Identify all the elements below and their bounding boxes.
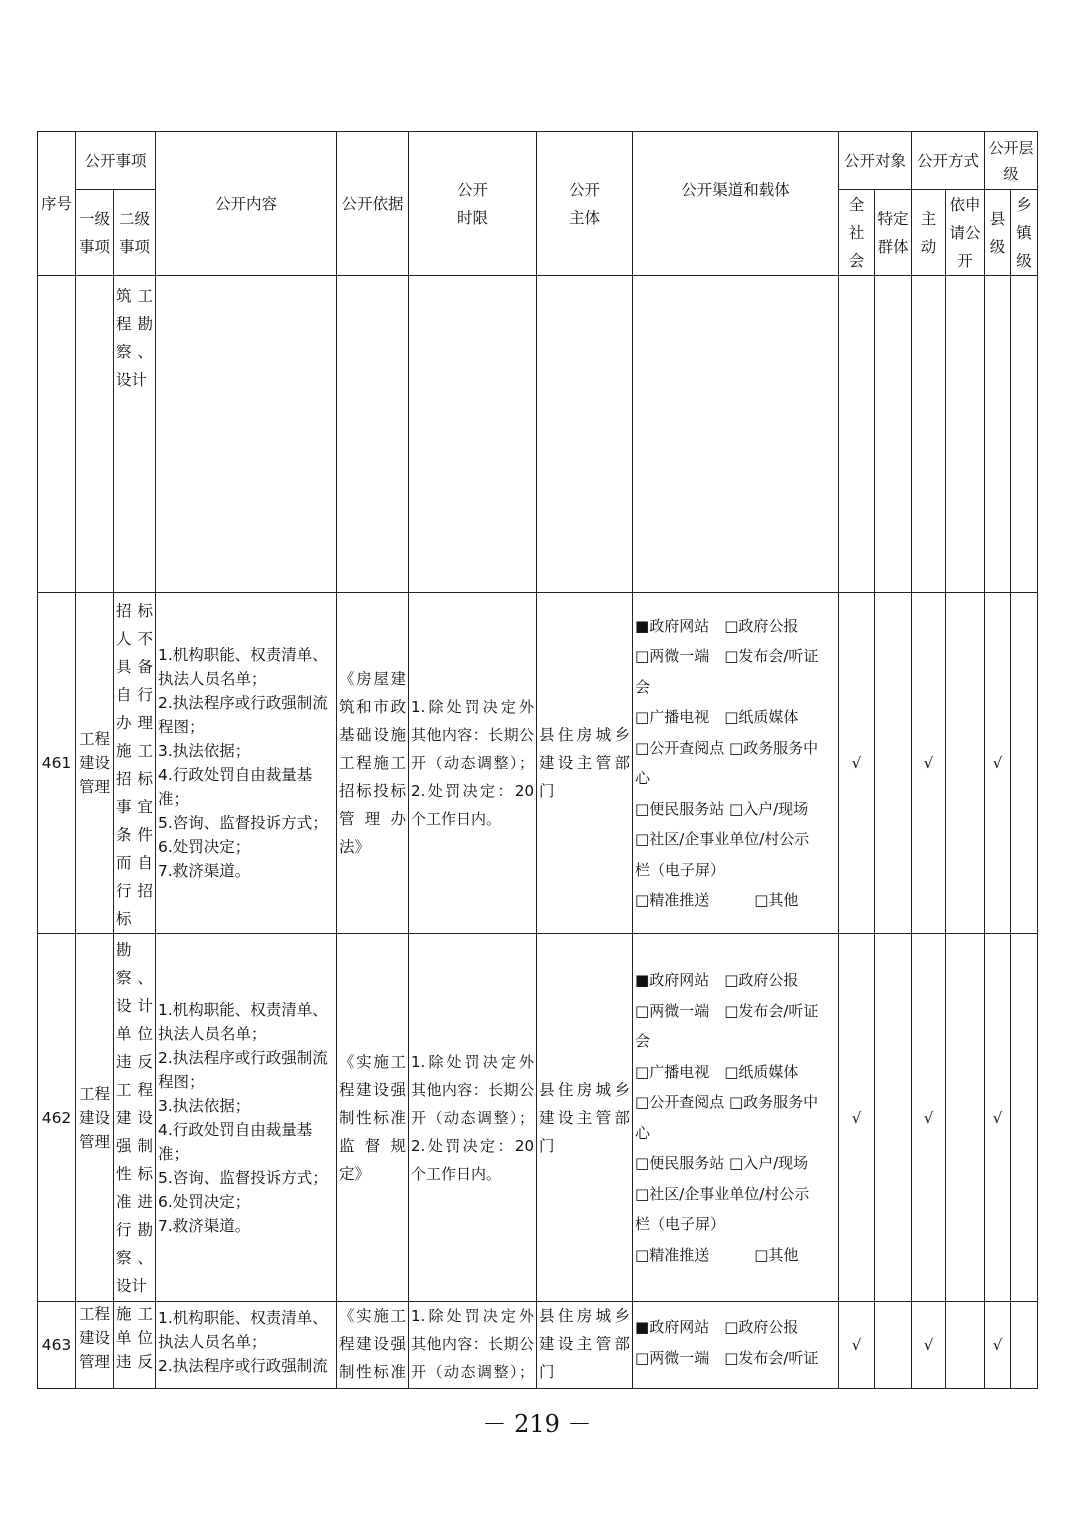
row-subject (537, 934, 633, 1302)
table-row-continued (38, 276, 1038, 593)
cell-line: □精准推送 □其他 (635, 891, 799, 909)
header-line: 主 (920, 209, 937, 228)
cell-line: 7.救济渠道。 (158, 1216, 251, 1235)
header-line: 级 (1016, 251, 1032, 270)
cell-line: □广播电视 □纸质媒体 (635, 1062, 799, 1081)
header-limit-line: 公开 (457, 180, 489, 199)
check-town (1011, 934, 1038, 1302)
header-seq: 序号 (38, 132, 76, 276)
cell-line: 1.除处罚决定外 (411, 698, 535, 716)
cell-line: 建 设 (116, 1109, 154, 1127)
row-channel (633, 934, 839, 1302)
cell-line: 2.执法程序或行政强制流 (158, 1048, 328, 1067)
header-level-town (1011, 190, 1038, 276)
cell-line: 违 反 (116, 1053, 154, 1071)
check-specific-group (875, 934, 912, 1302)
cell-line: 管理 (78, 778, 110, 796)
row-channel (633, 1302, 839, 1389)
check-county: √ (985, 934, 1011, 1302)
row-seq: 461 (38, 593, 76, 934)
check-active: √ (912, 1302, 946, 1389)
cell-line: 察 、 (116, 969, 154, 987)
header-limit-line: 时限 (457, 208, 489, 227)
header-line: 乡 (1016, 195, 1032, 214)
cell-line: 门 (539, 1136, 555, 1155)
cell-line: 1.机构职能、权责清单、 (158, 1309, 328, 1327)
cell-line: 管理 (78, 1353, 110, 1371)
cell-line: 招 标 (116, 602, 154, 620)
disclosure-table-container (37, 131, 1037, 1389)
header-target-all (839, 190, 875, 276)
cell-line: 个工作日内。 (411, 1164, 502, 1183)
check-specific-group (875, 593, 912, 934)
cell-line: 1.除处罚决定外 (411, 1307, 535, 1325)
check-all-society: √ (839, 593, 875, 934)
cell-line: 5.咨询、监督投诉方式； (158, 1168, 328, 1187)
cell-line: □两微一端 □发布会/听证 (635, 1001, 819, 1020)
header-item: 公开事项 (76, 132, 156, 190)
cell-line: 工程 (78, 1305, 110, 1323)
cell-line: 开（动态调整）； (411, 754, 535, 772)
check-all-society: √ (839, 1302, 875, 1389)
header-line: 社 (848, 223, 865, 242)
cont-item2 (114, 276, 156, 593)
cell-line: 工程施工 (339, 754, 407, 772)
row-content (156, 1302, 337, 1389)
cell-line: 建设 (78, 754, 110, 772)
cell-line: 心 (635, 1123, 651, 1142)
cell-line: 行 招 (116, 882, 154, 900)
row-item1 (76, 934, 114, 1302)
cell-line: 《实施工 (339, 1052, 407, 1071)
cell-line: 筑和市政 (339, 698, 407, 716)
cell-line: 制性标准 (339, 1363, 407, 1381)
cell-line: 监 督 规 (339, 1136, 407, 1155)
header-line: 动 (920, 237, 937, 256)
cell-line: ■政府网站 □政府公报 (635, 616, 799, 635)
row-item2 (114, 1302, 156, 1389)
header-line: 请公 (949, 223, 981, 242)
row-item2 (114, 593, 156, 934)
header-level-line: 公开层 (988, 138, 1034, 157)
cell-line: 建设主管部 (539, 1108, 631, 1127)
cell-line: 县住房城乡 (539, 1307, 631, 1325)
row-item1 (76, 1302, 114, 1389)
cell-line: □社区/企事业单位/村公示 (635, 830, 810, 848)
cell-line: 自 行 (116, 686, 154, 704)
cell-line: 《实施工 (339, 1307, 407, 1325)
header-line: 特定 (877, 209, 909, 228)
cell-line: 标 (116, 910, 132, 928)
row-limit (409, 934, 537, 1302)
row-limit (409, 593, 537, 934)
cell-line: 准； (158, 790, 190, 808)
header-line: 会 (848, 251, 865, 270)
cell-line: 而 自 (116, 854, 154, 872)
row-basis (337, 1302, 409, 1389)
cell-line: 招标投标 (339, 782, 407, 800)
check-county: √ (985, 593, 1011, 934)
row-subject (537, 1302, 633, 1389)
cell-line: 建设主管部 (539, 1335, 631, 1353)
header-line: 级 (989, 237, 1006, 256)
cell-line: 违 反 (116, 1353, 154, 1371)
check-specific-group (875, 1302, 912, 1389)
header-basis: 公开依据 (337, 132, 409, 276)
cell-line: 办 理 (116, 714, 154, 732)
header-mode: 公开方式 (912, 132, 985, 190)
check-on-request (946, 934, 985, 1302)
page-number: － 219 － (482, 1410, 592, 1438)
row-basis (337, 934, 409, 1302)
cell-line: 人 不 (116, 630, 154, 648)
cell-line: 筑 工 (116, 287, 154, 305)
cell-line: □公开查阅点 □政务服务中 (635, 738, 819, 757)
cell-line: 4.行政处罚自由裁量基 (158, 766, 313, 784)
cell-line: □广播电视 □纸质媒体 (635, 708, 799, 726)
header-subject (537, 132, 633, 276)
cell-line: 制性标准 (339, 1108, 407, 1127)
header-channel: 公开渠道和载体 (633, 132, 839, 276)
cell-line: 其他内容：长期公 (411, 1080, 535, 1099)
cell-line: 行 勘 (116, 1221, 154, 1239)
header-subject-line: 主体 (569, 208, 601, 227)
cell-line: 县住房城乡 (539, 726, 631, 744)
table-row-461 (38, 593, 1038, 934)
row-content (156, 934, 337, 1302)
cell-line: 县住房城乡 (539, 1080, 631, 1099)
header-mode-apply (946, 190, 985, 276)
cell-line: 执法人员名单； (158, 1333, 267, 1351)
header-line: 一级 (78, 209, 110, 228)
cell-line: 栏（电子屏） (635, 1215, 726, 1233)
cell-line: 工程 (78, 730, 110, 748)
cell-line: 1.除处罚决定外 (411, 1052, 535, 1071)
header-target-group (875, 190, 912, 276)
cell-line: 工程 (78, 1084, 110, 1103)
cell-line: □社区/企事业单位/村公示 (635, 1184, 810, 1203)
header-limit (409, 132, 537, 276)
check-active: √ (912, 934, 946, 1302)
cell-line: 开（动态调整）； (411, 1363, 535, 1381)
cell-line: 执法人员名单； (158, 670, 267, 688)
cell-line: 性 标 (116, 1165, 154, 1183)
cell-line: ■政府网站 □政府公报 (635, 971, 799, 989)
table-row-463 (38, 1302, 1038, 1389)
header-item-l2 (114, 190, 156, 276)
cell-line: 会 (635, 1032, 651, 1050)
cell-line: ■政府网站 □政府公报 (635, 1318, 799, 1336)
row-channel (633, 593, 839, 934)
cell-line: □两微一端 □发布会/听证 (635, 1348, 819, 1367)
cell-line: □便民服务站 □入户/现场 (635, 1154, 809, 1172)
cell-line: 施 工 (116, 742, 154, 760)
check-active: √ (912, 593, 946, 934)
cell-line: 程建设强 (339, 1080, 407, 1099)
check-on-request (946, 1302, 985, 1389)
cell-line: 2.处罚决定：20 (411, 1136, 535, 1155)
cell-line: 设计 (116, 1277, 148, 1295)
cell-line: 准； (158, 1144, 190, 1163)
cell-line: 《房屋建 (339, 670, 407, 688)
cell-line: 开（动态调整）； (411, 1108, 535, 1127)
cell-line: 管 理 办 (339, 810, 407, 828)
check-all-society: √ (839, 934, 875, 1302)
cell-line: 栏（电子屏） (635, 860, 726, 879)
cell-line: 强 制 (116, 1137, 154, 1155)
cell-line: 会 (635, 677, 651, 696)
cell-line: 4.行政处罚自由裁量基 (158, 1120, 313, 1139)
cell-line: 2.处罚决定：20 (411, 782, 535, 800)
row-seq: 462 (38, 934, 76, 1302)
cell-line: 2.执法程序或行政强制流 (158, 1357, 328, 1375)
cell-line: 个工作日内。 (411, 810, 502, 828)
cell-line: 门 (539, 782, 555, 800)
header-line: 镇 (1016, 223, 1032, 242)
cell-line: 程 勘 (116, 315, 154, 333)
cell-line: 其他内容：长期公 (411, 726, 535, 744)
cell-line: 执法人员名单； (158, 1024, 267, 1043)
cell-line: 3.执法依据； (158, 742, 251, 760)
header-line: 事项 (78, 237, 110, 256)
header-level-line: 级 (1003, 164, 1019, 183)
cell-line: 施 工 (116, 1305, 154, 1323)
table-row-462 (38, 934, 1038, 1302)
cell-line: 工 程 (116, 1081, 154, 1099)
header-line: 开 (957, 251, 973, 270)
cell-line: 程图； (158, 1072, 205, 1091)
cell-line: □精准推送 □其他 (635, 1245, 799, 1264)
cell-line: □公开查阅点 □政务服务中 (635, 1093, 819, 1111)
header-line: 群体 (877, 237, 909, 256)
cell-line: 勘 (116, 941, 132, 959)
cell-line: 7.救济渠道。 (158, 862, 251, 880)
header-target: 公开对象 (839, 132, 912, 190)
cell-line: 招 标 (116, 770, 154, 788)
cell-line: □便民服务站 □入户/现场 (635, 799, 809, 818)
cell-line: 6.处罚决定； (158, 838, 251, 856)
check-on-request (946, 593, 985, 934)
check-town (1011, 1302, 1038, 1389)
cell-line: 程图； (158, 718, 205, 736)
cell-line: 程建设强 (339, 1335, 407, 1353)
header-mode-active (912, 190, 946, 276)
cell-line: 1.机构职能、权责清单、 (158, 646, 328, 664)
cell-line: 5.咨询、监督投诉方式； (158, 814, 328, 832)
cell-line: 3.执法依据； (158, 1096, 251, 1115)
header-line: 事项 (119, 237, 151, 256)
row-seq: 463 (38, 1302, 76, 1389)
cell-line: 设 计 (116, 997, 154, 1015)
check-town (1011, 593, 1038, 934)
header-line: 全 (848, 195, 865, 214)
cell-line: 定》 (339, 1164, 371, 1183)
header-subject-line: 公开 (569, 180, 601, 199)
header-level-county (985, 190, 1011, 276)
cell-line: 2.执法程序或行政强制流 (158, 694, 328, 712)
header-line: 依申 (949, 195, 981, 214)
row-basis (337, 593, 409, 934)
row-content (156, 593, 337, 934)
cell-line: 察 、 (116, 1249, 154, 1267)
row-subject (537, 593, 633, 934)
cell-line: 事 宜 (116, 798, 154, 816)
cell-line: 准 进 (116, 1193, 154, 1211)
cell-line: 1.机构职能、权责清单、 (158, 1000, 328, 1019)
header-level (985, 132, 1038, 190)
cell-line: 设计 (116, 371, 148, 389)
cell-line: 心 (635, 769, 651, 787)
row-item1 (76, 593, 114, 934)
cell-line: 门 (539, 1363, 555, 1381)
row-item2 (114, 934, 156, 1302)
cell-line: 具 备 (116, 658, 154, 676)
cell-line: 建设主管部 (539, 754, 631, 772)
cell-line: □两微一端 □发布会/听证 (635, 647, 819, 665)
cell-line: 6.处罚决定； (158, 1192, 251, 1211)
cell-line: 单 位 (116, 1025, 154, 1043)
header-item-l1 (76, 190, 114, 276)
header-line: 二级 (119, 209, 151, 228)
disclosure-table (37, 131, 1038, 1389)
cell-line: 建设 (78, 1108, 110, 1127)
cell-line: 法》 (339, 838, 371, 856)
cell-line: 察 、 (116, 343, 154, 361)
header-line: 县 (989, 209, 1006, 228)
cell-line: 基础设施 (339, 726, 407, 744)
cell-line: 条 件 (116, 826, 154, 844)
check-county: √ (985, 1302, 1011, 1389)
cell-line: 其他内容：长期公 (411, 1335, 535, 1353)
cell-line: 建设 (78, 1329, 110, 1347)
header-content: 公开内容 (156, 132, 337, 276)
cell-line: 单 位 (116, 1329, 154, 1347)
row-limit (409, 1302, 537, 1389)
cell-line: 管理 (78, 1132, 110, 1151)
